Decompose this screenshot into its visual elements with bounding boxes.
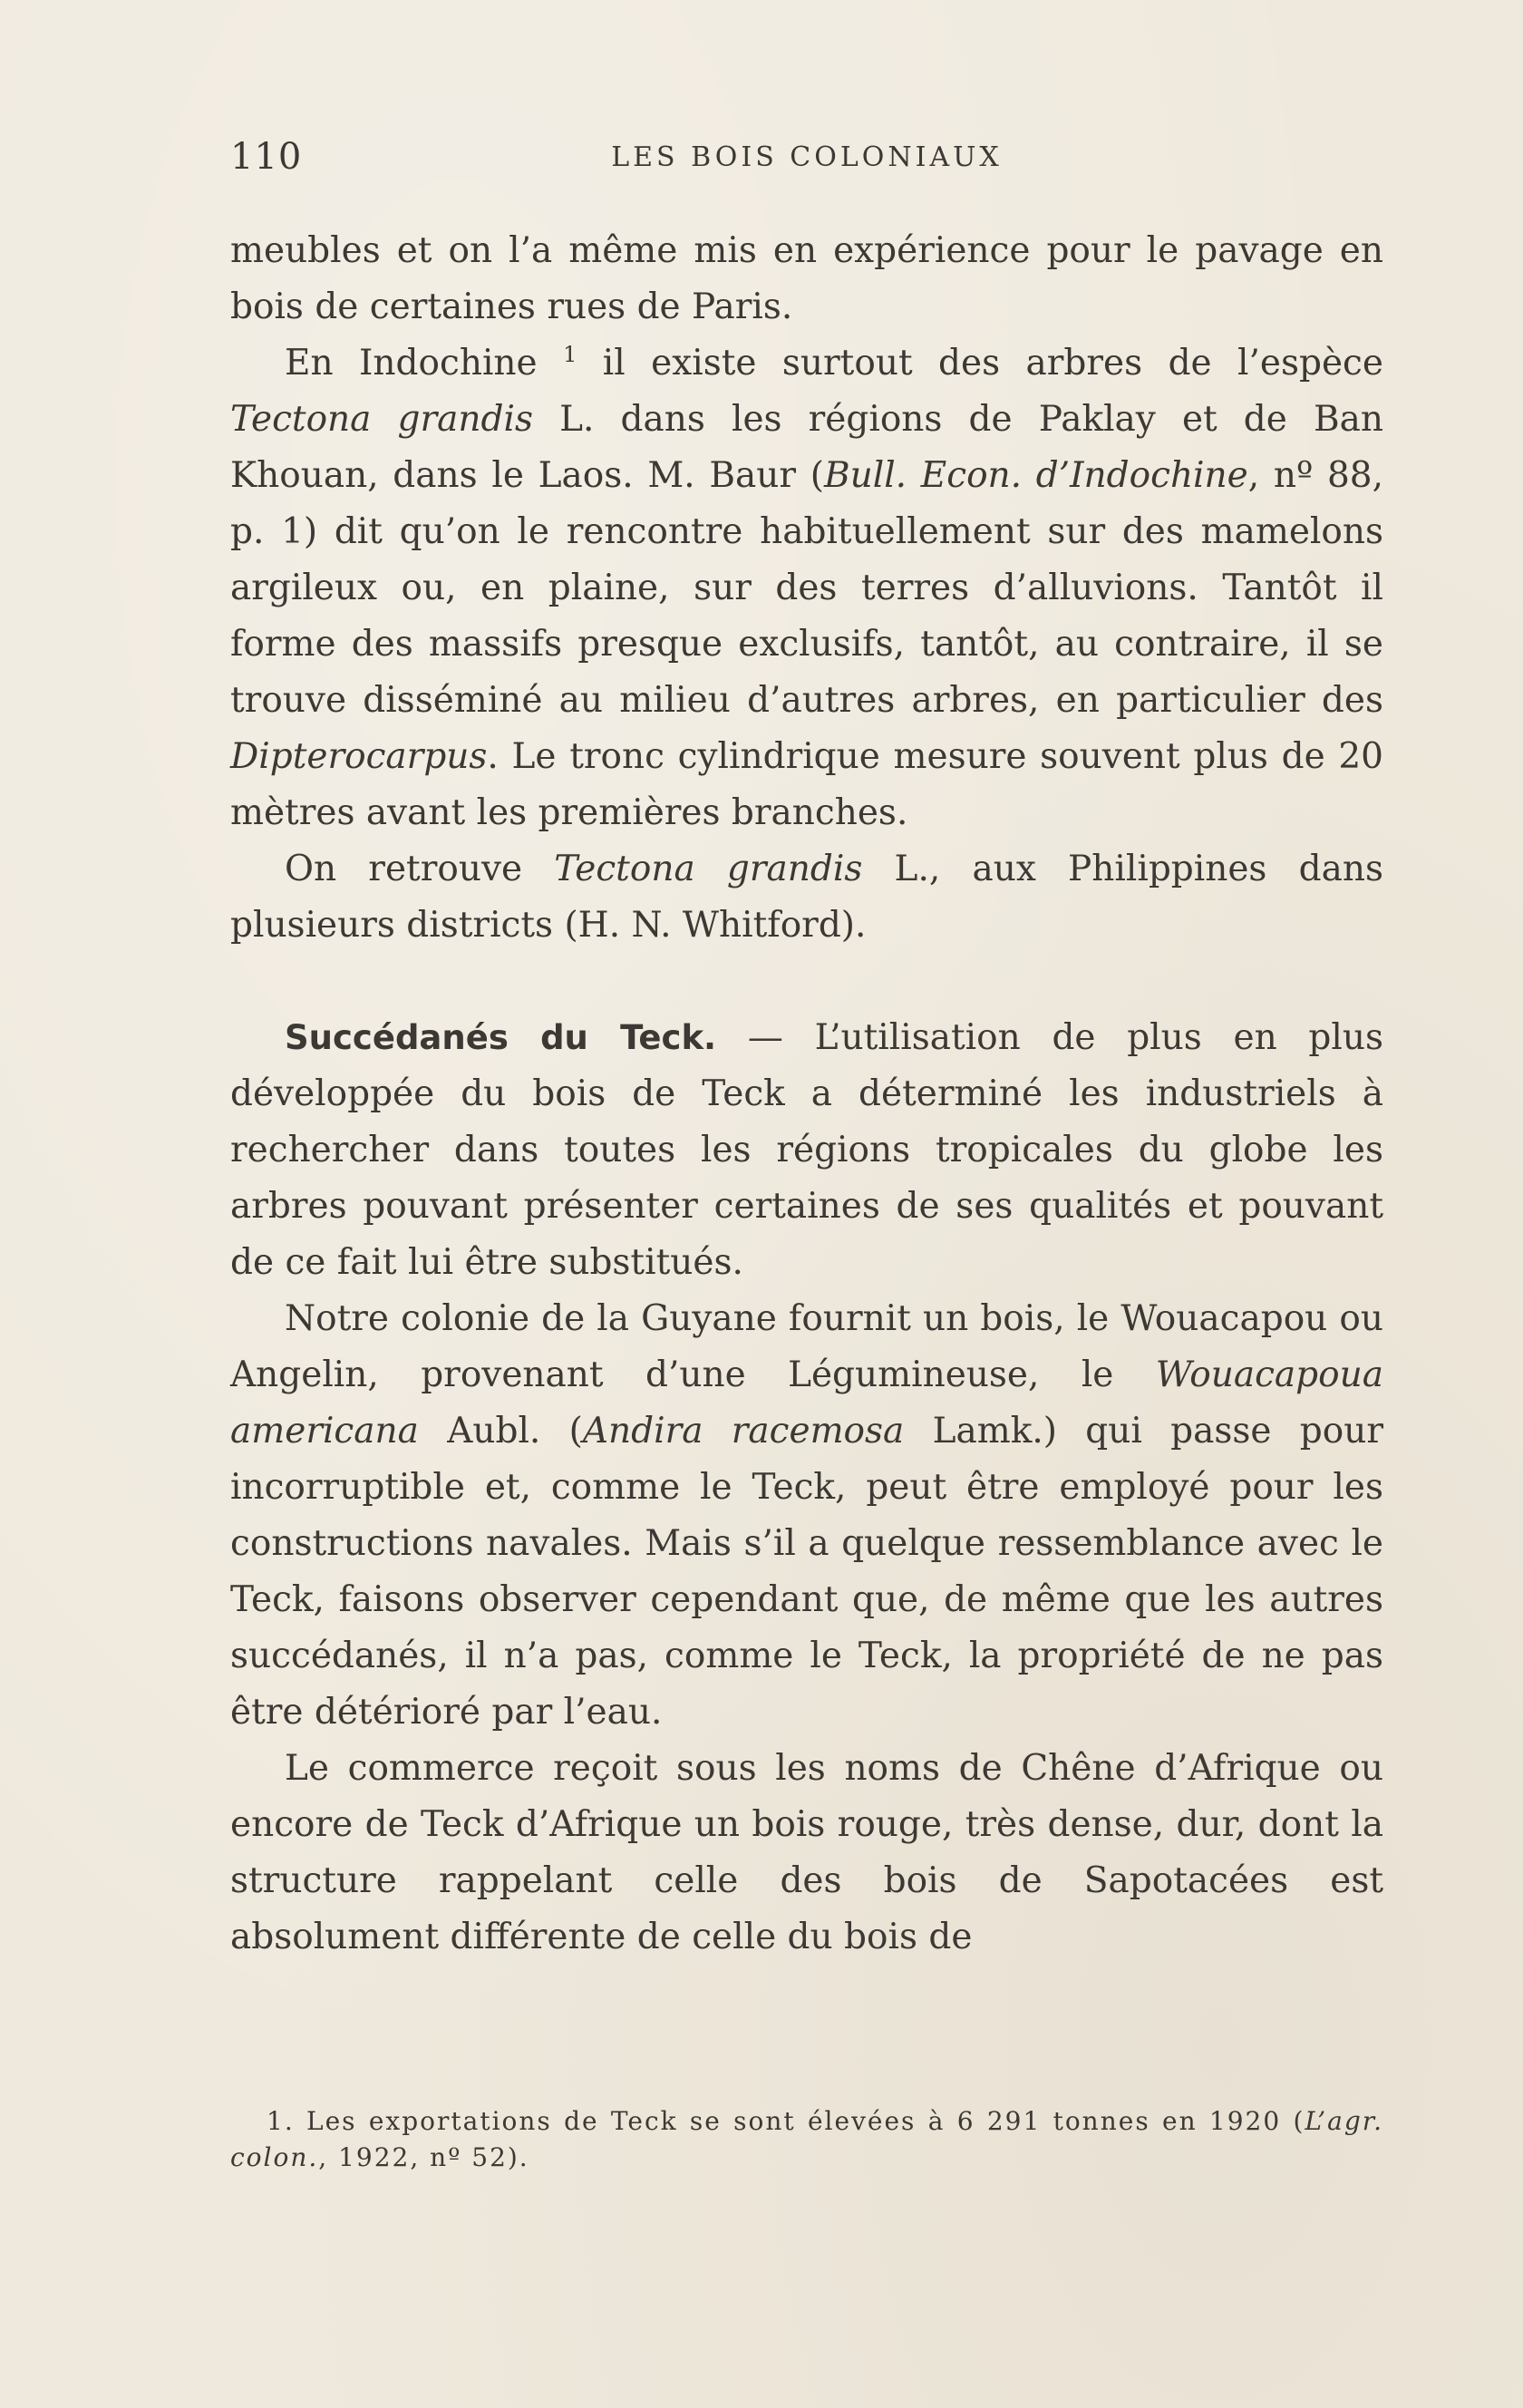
- text-run: L., aux Philippines dans plusieurs districts (H. N. Whitford).: [230, 849, 1383, 946]
- text-run: , 1922, nº 52).: [318, 2142, 529, 2172]
- body-text: [230, 223, 1383, 1966]
- text-run: il existe surtout des arbres de l’espèce: [577, 343, 1383, 384]
- text-run: , nº 88, p. 1) dit qu’on le rencontre habituellement sur des mamelons argileux ou, en plaine, sur des terres d’alluvions. Tantôt il forme des massifs presque exclusifs, tantôt, au contraire, il se trouve disséminé au milieu d’autres arbres, en particulier des: [230, 455, 1383, 721]
- footnote-1: [230, 2103, 1383, 2176]
- footnote-reference: 1: [563, 342, 577, 367]
- species-name: Andira racemosa: [582, 1411, 905, 1452]
- journal-title: L’agr. colon.: [230, 2106, 1383, 2172]
- species-name: Tectona grandis: [554, 849, 863, 889]
- species-name: Tectona grandis: [230, 399, 533, 440]
- genus-name: Dipterocarpus: [230, 736, 488, 777]
- paragraph-4: [230, 1010, 1383, 1291]
- running-title: LES BOIS COLONIAUX: [611, 141, 1003, 173]
- section-heading: Succédanés du Teck.: [285, 1018, 717, 1057]
- paragraph-1: meubles et on l’a même mis en expérience pour le pavage en bois de certaines rues de Paris.: [230, 230, 1383, 327]
- text-run: Aubl. (: [418, 1411, 583, 1452]
- paragraph-2: [230, 335, 1383, 841]
- text-run: Lamk.) qui passe pour incorruptible et, comme le Teck, peut être employé pour les constructions navales. Mais s’il a quelque ressemblance avec le Teck, faisons observer cependant que, de même que les autres succédanés, il n’a pas, comme le Teck, la propriété de ne pas être détérioré par l’eau.: [230, 1411, 1383, 1733]
- species-name: Wouacapoua americana: [230, 1354, 1383, 1452]
- text-run: En Indochine: [285, 343, 538, 384]
- page-header: [230, 136, 1383, 190]
- paragraph-3: [230, 841, 1383, 954]
- text-run: . Le tronc cylindrique mesure souvent plus de 20 mètres avant les premières branches.: [230, 736, 1383, 833]
- journal-title: Bull. Econ. d’Indochine: [823, 455, 1248, 496]
- paragraph-6: Le commerce reçoit sous les noms de Chêne d’Afrique ou encore de Teck d’Afrique un bois rouge, très dense, dur, dont la structure rappelant celle des bois de Sapotacées est absolument différente de celle du bois de: [230, 1748, 1383, 1957]
- page-number: 110: [230, 136, 303, 178]
- footnotes: [230, 2103, 1383, 2176]
- text-run: — L’utilisation de plus en plus développée du bois de Teck a déterminé les industriels à rechercher dans toutes les régions tropicales du globe les arbres pouvant présenter certaines de ses qualités et pouvant de ce fait lui être substitués.: [230, 1017, 1383, 1283]
- paragraph-5: [230, 1291, 1383, 1741]
- text-run: L. dans les régions de Paklay et de Ban Khouan, dans le Laos. M. Baur (: [230, 399, 1383, 496]
- text-run: Notre colonie de la Guyane fournit un bois, le Wouacapou ou Angelin, provenant d’une Légumineuse, le: [230, 1298, 1383, 1395]
- text-run: 1. Les exportations de Teck se sont élevées à 6 291 tonnes en 1920 (: [267, 2106, 1305, 2136]
- text-run: On retrouve: [285, 849, 555, 889]
